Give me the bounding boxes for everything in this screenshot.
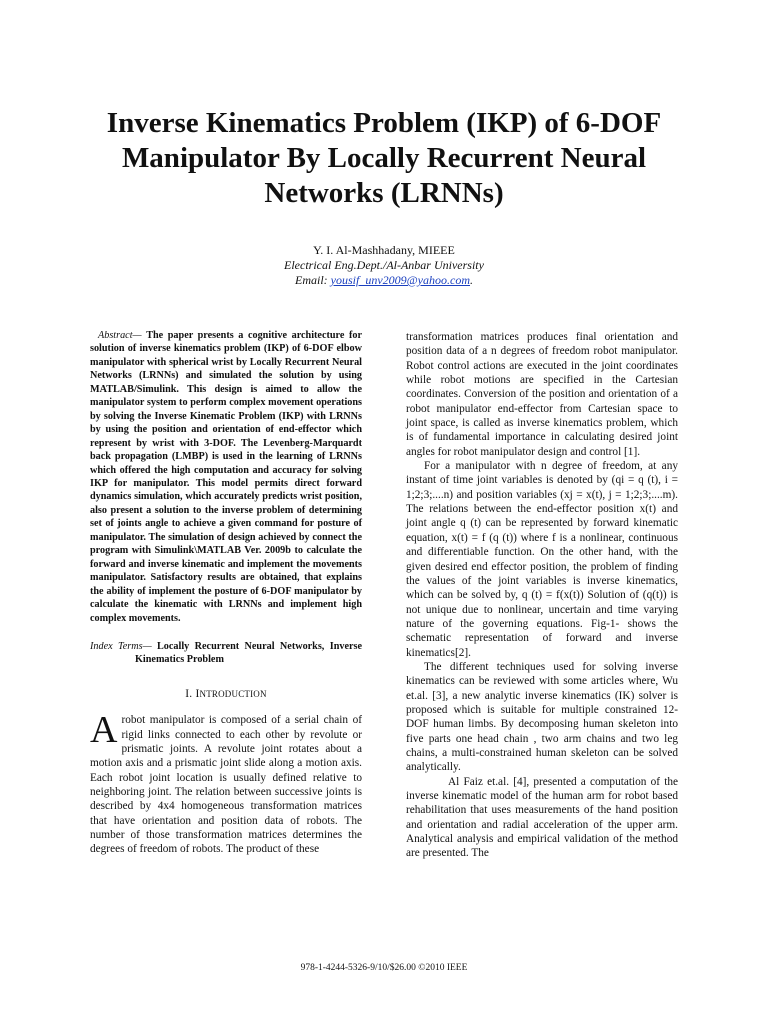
section-title-rest: NTRODUCTION: [199, 688, 267, 699]
page-footer: 978-1-4244-5326-9/10/$26.00 ©2010 IEEE: [300, 963, 468, 973]
author-block: [0, 243, 768, 288]
paragraph-al-faiz: Al Faiz et.al. [4], presented a computation of the inverse kinematic model of the human arm for robot based rehabilitation that uses measurements of the hand position and orientation and radial acceleration of the upper arm. Analytical analysis and empirical validation of the method are presented. The: [406, 775, 678, 860]
index-terms-label: Index Terms: [90, 640, 143, 652]
paragraph-continued: transformation matrices produces final orientation and position data of a n degrees of freedom robot manipulator. Robot control actions are executed in the joint coordinates while robot motions are specified in the Cartesian coordinates. Conversion of the position and orientation of a robot manipulator end-effector from Cartesian space to joint space, is called as inverse kinematics problem, which is of fundamental importance in calculating desired joint angles for robot manipulator design and control [1].: [406, 331, 678, 458]
index-terms-separator: —: [142, 640, 158, 652]
intro-paragraph: [90, 709, 362, 856]
index-terms: [90, 640, 362, 667]
abstract-separator: —: [132, 330, 147, 341]
right-column: [406, 330, 678, 861]
author-email-line: [0, 273, 768, 288]
email-label: Email:: [294, 273, 331, 287]
author-name: Y. I. Al-Mashhadany, MIEEE: [313, 243, 455, 257]
section-number: I.: [185, 687, 196, 700]
left-column: [90, 329, 362, 857]
drop-cap: A: [90, 709, 118, 752]
abstract-text: The paper presents a cognitive architecture for solution of inverse kinematics problem (IKP) of 6-DOF elbow manipulator with spherical wrist by Locally Recurrent Neural Networks (LRNNs) and simulated the solution by using MATLAB/Simulink. This design is aimed to allow the manipulator system to perform complex movement operations by solving the Inverse Kinematic Problem (IKP) with LRNNs by using the position and orientation of end-effector which represent by wrist with 3-DOF. The Levenberg-Marquardt back propagation (LMBP) is used in the learning of LRNNs which offered the high computation and accuracy for solving IKP for manipulator. This model permits direct forward dynamics simulation, which accurately predicts wrist position, also present a solution to the inverse problem of determining set of joints angle to achieve a given command for posture of manipulator. The simulation of design achieved by connect the program with Simulink\MATLAB Ver. 2009b to calculate the forward and inverse kinematic and implement the movements manipulator. Satisfactory results are obtained, that explains the ability of implement the posture of 6-DOF manipulator by calculate the kinematic with LRNNs and implement high complex movements.: [90, 330, 362, 624]
email-link[interactable]: yousif_unv2009@yahoo.com: [330, 273, 471, 287]
intro-text: robot manipulator is composed of a serial chain of rigid links connected to each other by revolute or prismatic joints. A revolute joint rotates about a motion axis and a prismatic joint slide along a motion axis. Each robot joint location is usually defined relative to neighboring joint. The relation between successive joints is described by 4x4 homogeneous transformation matrices that have orientation and position data of robots. The number of those transformation matrices determines the degrees of freedom of robots. The product of these: [90, 714, 362, 856]
paragraph-techniques: The different techniques used for solving inverse kinematics can be reviewed with some articles where, Wu et.al. [3], a new analytic inverse kinematics (IK) solver is proposed which is suitable for multiple constrained 12-DOF human limbs. By decomposing human skeleton into five parts one head chain , two arm chains and two leg chains, a multi-constrained human skeleton can be solved analytically.: [406, 660, 678, 774]
section-heading-introduction: [90, 687, 362, 701]
paper-title: Inverse Kinematics Problem (IKP) of 6-DOF Manipulator By Locally Recurrent Neural Networks (LRNNs): [106, 107, 662, 209]
paragraph-forward-kinematics: For a manipulator with n degree of freedom, at any instant of time joint variables is denoted by (qi = q (t), i = 1;2;3;....n) and position variables (xj = x(t), j = 1;2;3;....m). The relations between the end-effector position x(t) and joint angle q (t) can be represented by forward kinematic equation, x(t) = f (q (t)) where f is a nonlinear, continuous and differentiable function. On the other hand, with the given desired end effector position, the problem of finding the values of the joint variables is inverse kinematics, which can be solved by, q (t) = f(x(t)) Solution of (q(t)) is not unique due to nonlinear, uncertain and time varying nature of the governing equations. Fig-1- shows the schematic representation of forward and inverse kinematics[2].: [406, 460, 678, 659]
section-title-initial: I: [195, 687, 200, 700]
author-affiliation: Electrical Eng.Dept./Al-Anbar University: [284, 258, 484, 272]
index-terms-text: Locally Recurrent Neural Networks, Inverse Kinematics Problem: [135, 640, 362, 666]
abstract-label: Abstract: [98, 330, 133, 341]
abstract: [90, 329, 362, 625]
email-trail: .: [470, 273, 474, 287]
